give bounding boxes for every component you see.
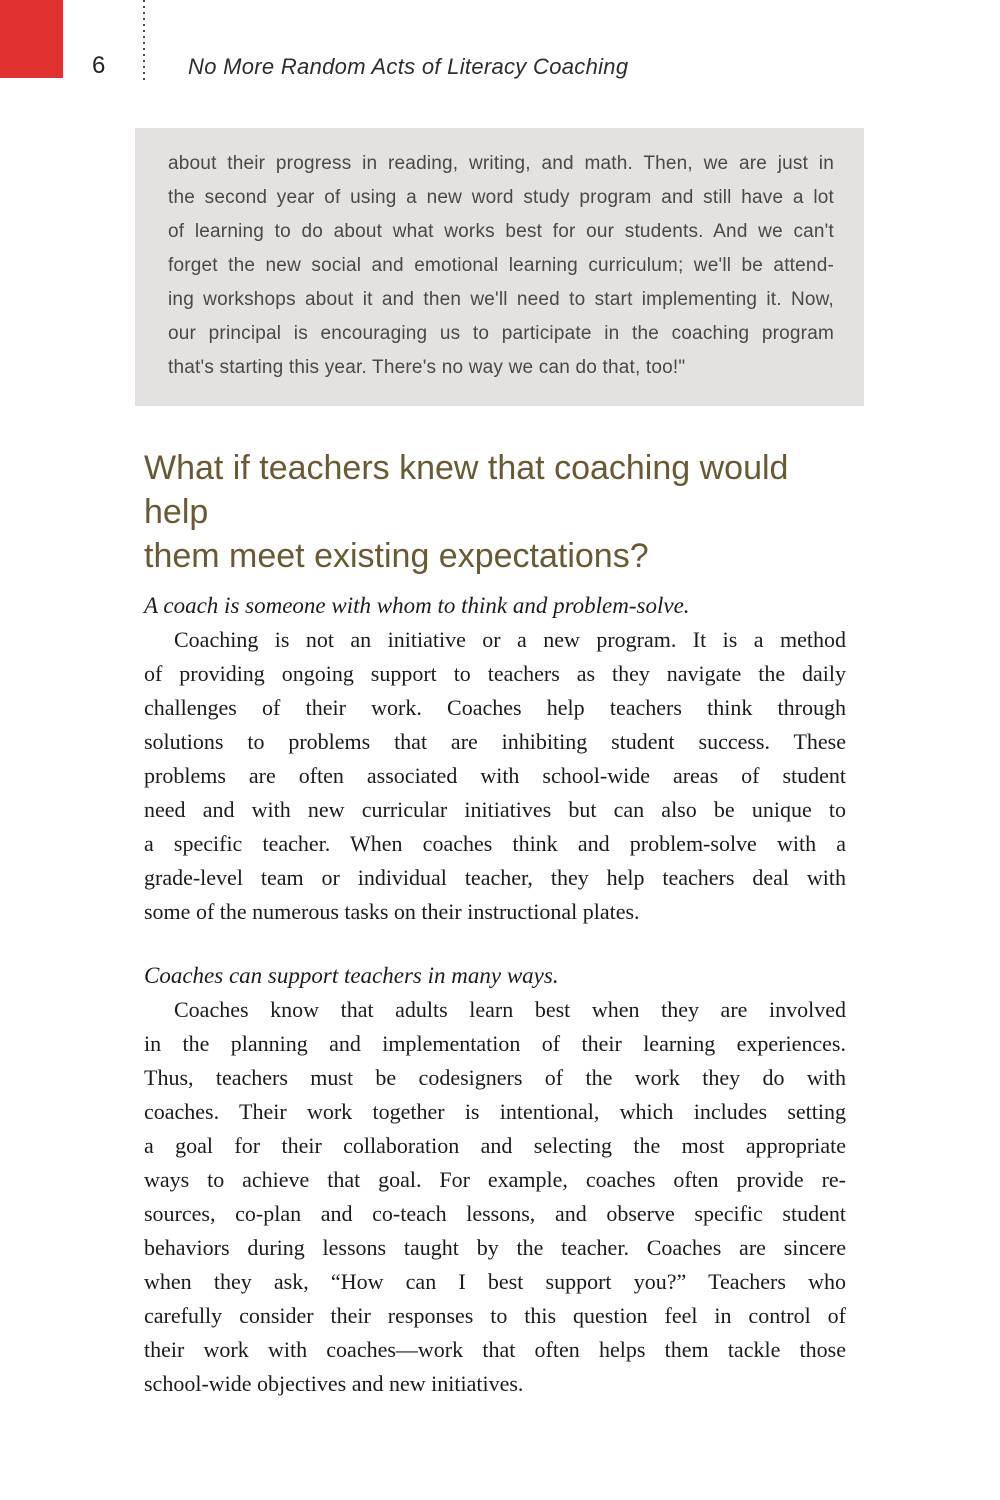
text-line: coaches. Their work together is intentional, which includes setting bbox=[144, 1099, 846, 1124]
body-paragraph bbox=[144, 623, 846, 929]
page-number: 6 bbox=[92, 52, 106, 79]
text-line: that's starting this year. There's no way we can do that, too!" bbox=[168, 357, 686, 378]
text-line: their work with coaches—work that often helps them tackle those bbox=[144, 1337, 846, 1362]
text-line: about their progress in reading, writing, and math. Then, we are just in bbox=[168, 153, 834, 174]
text-line: of learning to do about what works best for our students. And we can't bbox=[168, 221, 834, 242]
text-line: solutions to problems that are inhibiting student success. These bbox=[144, 729, 846, 754]
text-line: in the planning and implementation of their learning experiences. bbox=[144, 1031, 846, 1056]
text-line: behaviors during lessons taught by the teacher. Coaches are sincere bbox=[144, 1235, 846, 1260]
text-line: sources, co-plan and co-teach lessons, and observe specific student bbox=[144, 1201, 846, 1226]
text-line: problems are often associated with school-wide areas of student bbox=[144, 763, 846, 788]
text-line: them meet existing expectations? bbox=[144, 537, 649, 575]
text-line: Thus, teachers must be codesigners of the work they do with bbox=[144, 1065, 846, 1090]
text-line: school-wide objectives and new initiatives. bbox=[144, 1371, 524, 1396]
text-line: carefully consider their responses to this question feel in control of bbox=[144, 1303, 846, 1328]
text-line: when they ask, “How can I best support you?” Teachers who bbox=[144, 1269, 846, 1294]
text-line: Coaches know that adults learn best when they are involved bbox=[174, 997, 846, 1022]
text-line: our principal is encouraging us to participate in the coaching program bbox=[168, 323, 834, 344]
text-line: What if teachers knew that coaching would help bbox=[144, 449, 789, 531]
text-line: of providing ongoing support to teachers as they navigate the daily bbox=[144, 661, 846, 686]
subsection-support-many-ways bbox=[144, 959, 846, 1401]
dotted-rule-divider bbox=[143, 0, 145, 80]
section-body bbox=[144, 446, 846, 1401]
text-line: a goal for their collaboration and selecting the most appropriate bbox=[144, 1133, 846, 1158]
subsection-lead-in: A coach is someone with whom to think and problem-solve. bbox=[144, 593, 690, 618]
body-paragraph bbox=[144, 993, 846, 1401]
text-line: grade-level team or individual teacher, they help teachers deal with bbox=[144, 865, 846, 890]
text-line: Coaching is not an initiative or a new program. It is a method bbox=[174, 627, 846, 652]
text-line: challenges of their work. Coaches help teachers think through bbox=[144, 695, 846, 720]
page-corner-accent bbox=[0, 0, 63, 78]
running-head: No More Random Acts of Literacy Coaching bbox=[188, 54, 629, 79]
text-line: ing workshops about it and then we'll need to start implementing it. Now, bbox=[168, 289, 834, 310]
teacher-quote-box bbox=[135, 128, 864, 406]
text-line: a specific teacher. When coaches think and problem-solve with a bbox=[144, 831, 846, 856]
text-line: forget the new social and emotional learning curriculum; we'll be attend- bbox=[168, 255, 834, 276]
text-line: some of the numerous tasks on their instructional plates. bbox=[144, 899, 640, 924]
subsection-lead-in: Coaches can support teachers in many ways. bbox=[144, 963, 559, 988]
text-line: the second year of using a new word study program and still have a lot bbox=[168, 187, 834, 208]
text-line: ways to achieve that goal. For example, coaches often provide re- bbox=[144, 1167, 846, 1192]
text-line: need and with new curricular initiatives but can also be unique to bbox=[144, 797, 846, 822]
section-heading bbox=[144, 446, 846, 578]
subsection-think-problem-solve bbox=[144, 589, 846, 929]
